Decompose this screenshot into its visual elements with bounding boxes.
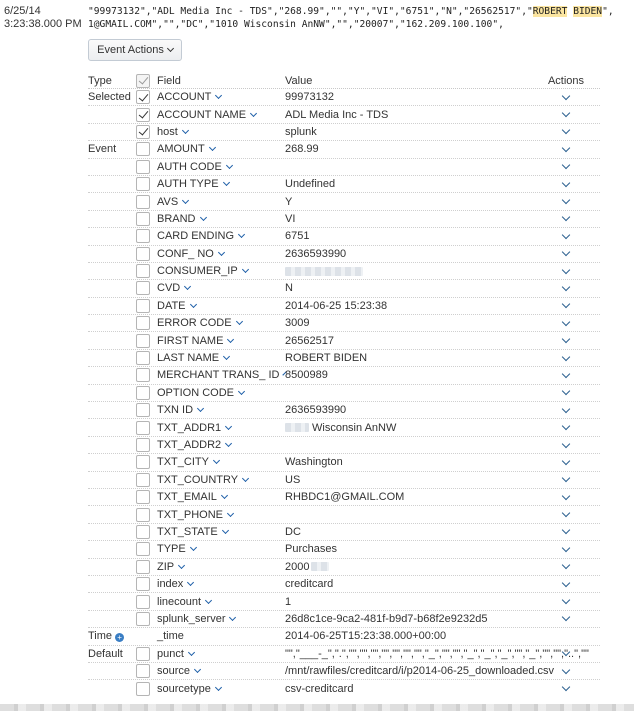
field-actions-dropdown[interactable]	[550, 304, 582, 307]
field-value: /mnt/rawfiles/creditcard/i/p2014-06-25_downloaded.csv	[285, 665, 555, 678]
field-actions-dropdown[interactable]	[550, 391, 582, 394]
chevron-down-icon	[167, 45, 174, 52]
field-row	[88, 332, 600, 349]
field-row	[88, 298, 600, 315]
field-select-checkbox[interactable]	[136, 664, 150, 678]
field-row	[88, 593, 600, 610]
field-name[interactable]: TXT_CITY	[157, 456, 285, 468]
field-select-checkbox[interactable]	[136, 421, 150, 435]
field-row	[88, 472, 600, 489]
chevron-down-icon	[562, 439, 570, 447]
field-select-checkbox[interactable]	[136, 212, 150, 226]
field-name[interactable]: CARD ENDING	[157, 230, 285, 242]
chevron-down-icon	[250, 110, 257, 117]
field-value: Y	[285, 195, 293, 208]
field-value: Wisconsin AnNW	[285, 422, 555, 434]
field-name: _time	[157, 630, 184, 643]
chevron-down-icon	[223, 353, 230, 360]
field-actions-dropdown[interactable]	[550, 96, 582, 99]
chevron-down-icon	[236, 318, 243, 325]
chevron-down-icon	[227, 510, 234, 517]
field-value: 2636593990	[285, 247, 347, 260]
field-name[interactable]: DATE	[157, 300, 285, 312]
field-type-label: Default	[88, 647, 123, 660]
chevron-down-icon	[194, 666, 201, 673]
chevron-down-icon	[562, 196, 570, 204]
field-name[interactable]: MERCHANT TRANS_ ID	[157, 369, 285, 381]
chevron-down-icon	[562, 578, 570, 586]
field-select-checkbox[interactable]	[136, 177, 150, 191]
chevron-down-icon	[562, 544, 570, 552]
field-value: RHBDC1@GMAIL.COM	[285, 491, 405, 504]
plus-circle-icon[interactable]: +	[115, 633, 124, 642]
field-actions-dropdown[interactable]	[550, 670, 582, 673]
field-name[interactable]: linecount	[157, 596, 285, 608]
field-row	[88, 437, 600, 454]
field-name[interactable]: punct	[157, 648, 285, 660]
field-actions-dropdown[interactable]	[550, 530, 582, 533]
chevron-down-icon	[242, 266, 249, 273]
chevron-down-icon	[562, 370, 570, 378]
field-select-checkbox[interactable]	[136, 90, 150, 104]
field-value: 8500989	[285, 369, 328, 382]
field-name[interactable]: TXN ID	[157, 404, 285, 416]
field-select-checkbox[interactable]	[136, 577, 150, 591]
field-select-checkbox[interactable]	[136, 229, 150, 243]
field-value: 99973132	[285, 91, 334, 104]
field-row	[88, 419, 600, 436]
field-actions-dropdown[interactable]	[550, 461, 582, 464]
chevron-down-icon	[238, 388, 245, 395]
chevron-down-icon	[562, 596, 570, 604]
search-highlight: BIDEN	[573, 6, 603, 17]
chevron-down-icon	[213, 457, 220, 464]
checkmark-icon	[138, 74, 148, 84]
chevron-down-icon	[562, 109, 570, 117]
field-select-checkbox[interactable]	[136, 595, 150, 609]
field-actions-dropdown[interactable]	[550, 617, 582, 620]
field-select-checkbox[interactable]	[136, 473, 150, 487]
field-name[interactable]: AUTH TYPE	[157, 178, 285, 190]
field-name[interactable]: AVS	[157, 196, 285, 208]
field-row	[88, 263, 600, 280]
field-value: 26d8c1ce-9ca2-481f-b9d7-b68f2e9232d5	[285, 612, 488, 625]
chevron-down-icon	[190, 544, 197, 551]
field-name[interactable]: sourcetype	[157, 683, 285, 695]
chevron-down-icon	[222, 527, 229, 534]
field-row	[88, 106, 600, 123]
field-value: Washington	[285, 456, 343, 469]
field-actions-dropdown[interactable]	[550, 270, 582, 273]
field-name[interactable]: AUTH CODE	[157, 161, 285, 173]
field-row	[88, 141, 600, 158]
chevron-down-icon	[562, 231, 570, 239]
field-row	[88, 246, 600, 263]
fields-table-header	[88, 73, 600, 89]
field-actions-dropdown[interactable]	[550, 200, 582, 203]
event-actions-button[interactable]	[88, 39, 182, 61]
chevron-down-icon	[221, 492, 228, 499]
field-actions-dropdown[interactable]	[550, 444, 582, 447]
chevron-down-icon	[562, 213, 570, 221]
chevron-down-icon	[215, 684, 222, 691]
field-value: 268.99	[285, 143, 319, 156]
field-select-checkbox[interactable]	[136, 264, 150, 278]
header-value: Value	[285, 74, 313, 87]
field-actions-dropdown[interactable]	[550, 548, 582, 551]
field-select-checkbox[interactable]	[136, 316, 150, 330]
field-name[interactable]: AMOUNT	[157, 143, 285, 155]
chevron-down-icon	[209, 144, 216, 151]
event-timestamp	[4, 5, 82, 31]
field-value: DC	[285, 525, 301, 538]
field-select-checkbox[interactable]	[136, 508, 150, 522]
field-name[interactable]: OPTION CODE	[157, 387, 285, 399]
chevron-down-icon	[562, 561, 570, 569]
chevron-down-icon	[562, 300, 570, 308]
field-row	[88, 385, 600, 402]
field-value: creditcard	[285, 578, 334, 591]
field-row	[88, 280, 600, 297]
redacted-block	[311, 562, 329, 571]
field-select-checkbox[interactable]	[136, 125, 150, 139]
field-actions-dropdown[interactable]	[550, 148, 582, 151]
field-value: 6751	[285, 230, 310, 243]
chevron-down-icon	[205, 596, 212, 603]
field-value: ADL Media Inc - TDS	[285, 108, 389, 121]
field-value: Purchases	[285, 543, 337, 556]
chevron-down-icon	[182, 127, 189, 134]
field-value: 26562517	[285, 334, 334, 347]
field-value: ROBERT BIDEN	[285, 352, 368, 365]
chevron-down-icon	[562, 491, 570, 499]
header-field: Field	[157, 74, 181, 87]
field-row	[88, 628, 600, 645]
field-value: US	[285, 473, 301, 486]
field-actions-dropdown[interactable]	[550, 183, 582, 186]
fields-table-body	[88, 89, 600, 698]
field-select-checkbox[interactable]	[136, 386, 150, 400]
field-select-checkbox[interactable]	[136, 560, 150, 574]
field-select-checkbox[interactable]	[136, 403, 150, 417]
field-name[interactable]: splunk_server	[157, 613, 285, 625]
chevron-down-icon	[562, 144, 570, 152]
field-value: 2014-06-25 15:23:38	[285, 299, 388, 312]
field-row	[88, 506, 600, 523]
chevron-down-icon	[562, 457, 570, 465]
field-row	[88, 559, 600, 576]
field-actions-dropdown[interactable]	[550, 113, 582, 116]
chevron-down-icon	[562, 161, 570, 169]
field-row	[88, 541, 600, 558]
chevron-down-icon	[562, 91, 570, 99]
field-value: VI	[285, 212, 296, 225]
chevron-down-icon	[562, 422, 570, 430]
field-value: 2000	[285, 561, 555, 573]
header-type: Type	[88, 74, 112, 87]
field-select-checkbox[interactable]	[136, 490, 150, 504]
field-row	[88, 524, 600, 541]
chevron-down-icon	[187, 579, 194, 586]
field-row	[88, 159, 600, 176]
field-row	[88, 193, 600, 210]
field-actions-dropdown[interactable]	[550, 322, 582, 325]
field-select-checkbox[interactable]	[136, 612, 150, 626]
field-name[interactable]: TYPE	[157, 543, 285, 555]
field-actions-dropdown[interactable]	[550, 130, 582, 133]
field-select-checkbox[interactable]	[136, 299, 150, 313]
field-select-checkbox[interactable]	[136, 525, 150, 539]
field-actions-dropdown[interactable]	[550, 513, 582, 516]
field-value: 1	[285, 595, 292, 608]
chevron-down-icon	[189, 301, 196, 308]
field-name[interactable]: CVD	[157, 282, 285, 294]
field-name[interactable]: ACCOUNT NAME	[157, 109, 285, 121]
field-name[interactable]: TXT_ADDR2	[157, 439, 285, 451]
field-select-checkbox[interactable]	[136, 195, 150, 209]
chevron-down-icon	[227, 336, 234, 343]
chevron-down-icon	[562, 248, 570, 256]
chevron-down-icon	[562, 509, 570, 517]
chevron-down-icon	[242, 475, 249, 482]
raw-event-text: "99973132","ADL Media Inc - TDS","268.99","","Y","VI","6751","N","26562517","ROBERT BIDEN", 1@GMAIL.COM","","DC","1010 Wisconsin AnNW","","20007","162.209.100.100",	[88, 6, 614, 30]
field-type-label: Event	[88, 143, 117, 156]
field-row	[88, 646, 600, 663]
field-type-label: Selected	[88, 91, 131, 104]
chevron-down-icon	[184, 283, 191, 290]
field-select-checkbox[interactable]	[136, 108, 150, 122]
checkmark-icon	[138, 109, 148, 119]
select-all-checkbox[interactable]	[136, 74, 150, 88]
fields-table	[88, 73, 600, 698]
event-actions-label: Event Actions	[97, 44, 164, 56]
field-name[interactable]: TXT_PHONE	[157, 509, 285, 521]
chevron-down-icon	[218, 249, 225, 256]
field-actions-dropdown[interactable]	[550, 339, 582, 342]
field-name[interactable]: CONF_ NO	[157, 248, 285, 260]
redacted-block	[285, 423, 309, 432]
field-select-checkbox[interactable]	[136, 351, 150, 365]
field-row	[88, 350, 600, 367]
field-select-checkbox[interactable]	[136, 334, 150, 348]
field-value: splunk	[285, 125, 317, 138]
chevron-down-icon	[562, 665, 570, 673]
search-highlight: ROBERT	[532, 6, 568, 17]
field-row	[88, 611, 600, 628]
chevron-down-icon	[562, 526, 570, 534]
field-actions-dropdown[interactable]	[550, 496, 582, 499]
chevron-down-icon	[562, 335, 570, 343]
chevron-down-icon	[225, 423, 232, 430]
field-name[interactable]: ACCOUNT	[157, 91, 285, 103]
chevron-down-icon	[178, 562, 185, 569]
field-value	[285, 267, 555, 276]
field-actions-dropdown[interactable]	[550, 687, 582, 690]
checkmark-icon	[138, 126, 148, 136]
chevron-down-icon	[562, 178, 570, 186]
field-row	[88, 367, 600, 384]
field-name[interactable]: ERROR CODE	[157, 317, 285, 329]
field-select-checkbox[interactable]	[136, 542, 150, 556]
field-select-checkbox[interactable]	[136, 647, 150, 661]
chevron-down-icon	[562, 352, 570, 360]
chevron-down-icon	[229, 614, 236, 621]
chevron-down-icon	[562, 283, 570, 291]
chevron-down-icon	[562, 683, 570, 691]
field-actions-dropdown[interactable]	[550, 374, 582, 377]
chevron-down-icon	[215, 92, 222, 99]
field-name[interactable]: TXT_ADDR1	[157, 422, 285, 434]
field-row	[88, 663, 600, 680]
field-actions-dropdown[interactable]	[550, 409, 582, 412]
chevron-down-icon	[188, 649, 195, 656]
field-select-checkbox[interactable]	[136, 142, 150, 156]
field-type-label: Time +	[88, 630, 134, 642]
field-row	[88, 89, 600, 106]
field-select-checkbox[interactable]	[136, 682, 150, 696]
field-row	[88, 454, 600, 471]
next-event-preview	[0, 704, 634, 711]
field-actions-dropdown[interactable]	[550, 165, 582, 168]
field-row	[88, 576, 600, 593]
field-row	[88, 124, 600, 141]
chevron-down-icon	[562, 404, 570, 412]
field-name[interactable]: source	[157, 665, 285, 677]
field-select-checkbox[interactable]	[136, 455, 150, 469]
field-name[interactable]: host	[157, 126, 285, 138]
field-value: 2636593990	[285, 404, 347, 417]
chevron-down-icon	[562, 387, 570, 395]
event-time: 3:23:38.000 PM	[4, 18, 82, 30]
field-select-checkbox[interactable]	[136, 160, 150, 174]
field-actions-dropdown[interactable]	[550, 583, 582, 586]
field-row	[88, 176, 600, 193]
field-name[interactable]: TXT_COUNTRY	[157, 474, 285, 486]
field-row	[88, 211, 600, 228]
field-value: "","___-_",".","","","","","","","","_","","","_","_","_","","_","","","..",""	[285, 647, 589, 660]
field-name[interactable]: TXT_EMAIL	[157, 491, 285, 503]
field-name[interactable]: TXT_STATE	[157, 526, 285, 538]
header-actions: Actions	[547, 74, 585, 87]
field-row	[88, 315, 600, 332]
chevron-down-icon	[199, 214, 206, 221]
chevron-down-icon	[225, 440, 232, 447]
chevron-down-icon	[222, 179, 229, 186]
field-name[interactable]: FIRST NAME	[157, 335, 285, 347]
field-actions-dropdown[interactable]	[550, 217, 582, 220]
chevron-down-icon	[226, 162, 233, 169]
field-row	[88, 489, 600, 506]
chevron-down-icon	[562, 265, 570, 273]
field-value: 2014-06-25T15:23:38.000+00:00	[285, 630, 447, 643]
field-name[interactable]: BRAND	[157, 213, 285, 225]
checkmark-icon	[138, 91, 148, 101]
chevron-down-icon	[562, 126, 570, 134]
field-actions-dropdown[interactable]	[550, 426, 582, 429]
field-row	[88, 680, 600, 697]
field-actions-dropdown[interactable]	[550, 235, 582, 238]
field-name[interactable]: CONSUMER_IP	[157, 265, 285, 277]
field-name[interactable]: LAST NAME	[157, 352, 285, 364]
field-name[interactable]: index	[157, 578, 285, 590]
field-value: csv-creditcard	[285, 682, 354, 695]
field-value: N	[285, 282, 293, 295]
field-actions-dropdown[interactable]	[550, 252, 582, 255]
field-actions-dropdown[interactable]	[550, 287, 582, 290]
field-actions-dropdown[interactable]	[550, 652, 582, 655]
field-value: 3009	[285, 317, 310, 330]
field-select-checkbox[interactable]	[136, 247, 150, 261]
field-actions-dropdown[interactable]	[550, 478, 582, 481]
chevron-down-icon	[197, 405, 204, 412]
field-select-checkbox[interactable]	[136, 438, 150, 452]
field-select-checkbox[interactable]	[136, 281, 150, 295]
event-date: 6/25/14	[4, 5, 41, 17]
field-select-checkbox[interactable]	[136, 368, 150, 382]
redacted-block	[285, 267, 363, 276]
chevron-down-icon	[562, 318, 570, 326]
field-actions-dropdown[interactable]	[550, 600, 582, 603]
chevron-down-icon	[182, 196, 189, 203]
field-value: Undefined	[285, 178, 336, 191]
chevron-down-icon	[562, 613, 570, 621]
field-actions-dropdown[interactable]	[550, 565, 582, 568]
chevron-down-icon	[238, 231, 245, 238]
field-actions-dropdown[interactable]	[550, 357, 582, 360]
chevron-down-icon	[562, 474, 570, 482]
field-name[interactable]: ZIP	[157, 561, 285, 573]
field-row	[88, 402, 600, 419]
field-row	[88, 228, 600, 245]
